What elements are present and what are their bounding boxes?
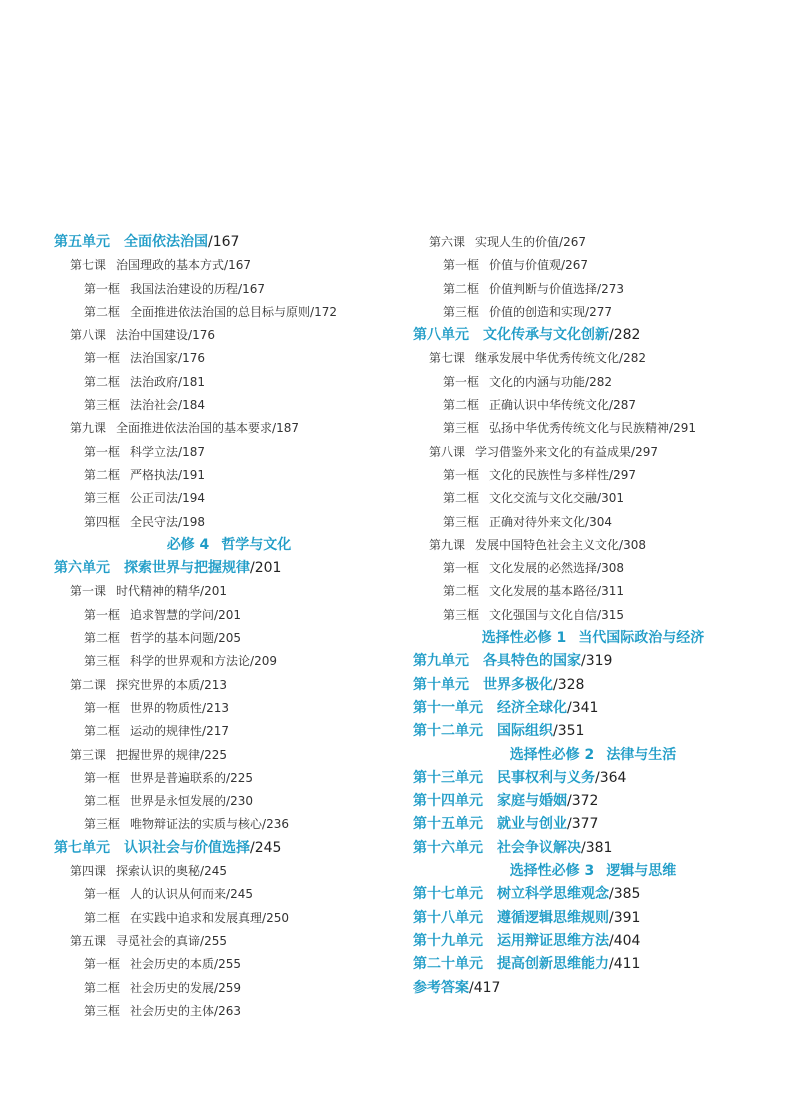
toc-entry-label: 第三框 (84, 654, 121, 669)
toc-frame[interactable] (54, 907, 404, 930)
toc-unit[interactable] (54, 837, 404, 860)
toc-entry-page: /301 (597, 491, 624, 506)
toc-entry-page: /267 (559, 235, 586, 249)
toc-entry-label: 第七课 (70, 258, 107, 273)
toc-frame[interactable] (54, 767, 404, 790)
toc-entry-title: 就业与创业 (497, 816, 567, 833)
toc-entry-page: /172 (310, 304, 337, 319)
toc-entry-label: 第九单元 (413, 653, 469, 670)
toc-entry-title: 民事权利与义务 (497, 769, 595, 786)
toc-lesson[interactable] (54, 930, 404, 953)
toc-entry-label: 选择性必修 3 (509, 863, 595, 880)
toc-entry-title: 文化交流与文化交融 (489, 491, 598, 506)
toc-entry-title: 追求智慧的学问 (130, 607, 215, 622)
toc-unit[interactable] (413, 720, 773, 743)
toc-entry-page: /245 (200, 864, 227, 879)
toc-entry-page: /341 (567, 699, 599, 716)
toc-entry-title: 社会历史的主体 (130, 1003, 215, 1018)
toc-frame[interactable] (413, 487, 773, 510)
toc-entry-title: 寻觅社会的真谛 (116, 933, 201, 948)
toc-lesson[interactable] (54, 324, 404, 347)
toc-entry-title: 社会历史的本质 (130, 957, 215, 972)
toc-frame[interactable] (54, 650, 404, 673)
toc-frame[interactable] (413, 417, 773, 440)
toc-entry-page: /167 (224, 258, 251, 273)
toc-entry-label: 必修 4 (166, 536, 210, 553)
toc-frame[interactable] (54, 697, 404, 720)
toc-entry-title: 探究世界的本质 (116, 677, 201, 692)
toc-entry-title: 法治政府 (130, 374, 179, 389)
toc-entry-page: /213 (200, 677, 227, 692)
toc-entry-title: 世界的物质性 (130, 700, 203, 715)
toc-entry-label: 第三框 (443, 607, 480, 622)
toc-entry-title: 全面推进依法治国的基本要求 (116, 421, 273, 436)
toc-heading[interactable] (54, 534, 404, 557)
toc-frame[interactable] (413, 604, 773, 627)
toc-entry-label: 第二框 (84, 631, 121, 646)
toc-frame[interactable] (54, 953, 404, 976)
toc-entry-title: 探索认识的奥秘 (116, 864, 201, 879)
toc-entry-title: 价值的创造和实现 (489, 304, 586, 319)
toc-left-column (54, 231, 404, 1023)
toc-unit[interactable] (413, 837, 773, 860)
toc-entry-page: /282 (619, 351, 646, 366)
toc-entry-page: /167 (238, 281, 265, 296)
toc-unit[interactable] (413, 650, 773, 673)
toc-entry-title: 运用辩证思维方法 (497, 932, 609, 949)
toc-entry-title: 文化的民族性与多样性 (489, 467, 610, 482)
toc-entry-label: 第三框 (443, 421, 480, 436)
toc-entry-page: /255 (200, 933, 227, 948)
toc-entry-page: /372 (567, 793, 599, 810)
toc-entry-title: 世界是永恒发展的 (130, 794, 227, 809)
toc-entry-label: 第一框 (443, 467, 480, 482)
toc-entry-title: 哲学的基本问题 (130, 631, 215, 646)
toc-entry-title: 文化发展的必然选择 (489, 561, 598, 576)
toc-unit[interactable] (413, 813, 773, 836)
toc-entry-page: /287 (609, 398, 636, 413)
toc-entry-page: /184 (178, 398, 205, 413)
toc-entry-label: 第九课 (429, 537, 466, 552)
toc-entry-label: 参考答案 (413, 979, 469, 996)
toc-right-column (413, 231, 773, 1000)
toc-entry-title: 严格执法 (130, 467, 179, 482)
toc-frame[interactable] (54, 347, 404, 370)
toc-frame[interactable] (54, 441, 404, 464)
toc-entry-label: 第十四单元 (413, 793, 483, 810)
toc-entry-label: 第八课 (70, 328, 107, 343)
toc-entry-page: /225 (226, 770, 253, 785)
toc-entry-label: 第一框 (443, 561, 480, 576)
toc-entry-label: 第六课 (429, 235, 466, 249)
toc-entry-page: /381 (581, 839, 613, 856)
toc-entry-page: /181 (178, 374, 205, 389)
toc-entry-page: /187 (272, 421, 299, 436)
toc-entry-page: /205 (214, 631, 241, 646)
toc-entry-title: 文化发展的基本路径 (489, 584, 598, 599)
toc-frame[interactable] (413, 371, 773, 394)
toc-entry-title: 哲学与文化 (221, 536, 292, 553)
toc-entry-title: 实现人生的价值 (475, 235, 560, 249)
toc-entry-page: /311 (597, 584, 624, 599)
toc-entry-title: 发展中国特色社会主义文化 (475, 537, 620, 552)
toc-entry-page: /217 (202, 724, 229, 739)
toc-frame[interactable] (54, 511, 404, 534)
toc-entry-label: 第七课 (429, 351, 466, 366)
toc-entry-label: 第二框 (84, 467, 121, 482)
toc-entry-title: 法律与生活 (606, 746, 677, 763)
toc-frame[interactable] (54, 301, 404, 324)
toc-unit[interactable] (413, 324, 773, 347)
toc-entry-label: 第三框 (84, 491, 121, 506)
toc-entry-title: 公正司法 (130, 491, 179, 506)
toc-frame[interactable] (54, 278, 404, 301)
toc-lesson[interactable] (54, 254, 404, 277)
toc-entry-title: 在实践中追求和发展真理 (130, 910, 263, 925)
toc-entry-page: /391 (609, 909, 641, 926)
toc-entry-label: 第八单元 (413, 327, 469, 344)
toc-entry-page: /308 (619, 537, 646, 552)
toc-entry-page: /385 (609, 886, 641, 903)
toc-entry-label: 第一框 (84, 444, 121, 459)
toc-entry-page: /209 (250, 654, 277, 669)
toc-entry-page: /225 (200, 747, 227, 762)
toc-entry-label: 第一框 (84, 351, 121, 366)
toc-frame[interactable] (54, 394, 404, 417)
toc-unit[interactable] (413, 767, 773, 790)
toc-entry-label: 选择性必修 2 (509, 746, 595, 763)
toc-entry-label: 第五单元 (54, 234, 110, 250)
toc-entry-page: /404 (609, 932, 641, 949)
toc-frame[interactable] (413, 301, 773, 324)
toc-frame[interactable] (413, 557, 773, 580)
toc-entry-title: 提高创新思维能力 (497, 956, 609, 973)
toc-entry-title: 治国理政的基本方式 (116, 258, 225, 273)
toc-lesson[interactable] (413, 231, 773, 254)
toc-frame[interactable] (413, 580, 773, 603)
toc-entry-label: 第十一单元 (413, 699, 483, 716)
toc-unit[interactable] (413, 674, 773, 697)
toc-entry-page: /245 (250, 839, 282, 856)
toc-frame[interactable] (54, 464, 404, 487)
toc-entry-label: 第二框 (443, 491, 480, 506)
toc-entry-label: 第三课 (70, 747, 107, 762)
toc-entry-label: 第十单元 (413, 676, 469, 693)
toc-lesson[interactable] (413, 441, 773, 464)
toc-entry-page: /377 (567, 816, 599, 833)
toc-unit[interactable] (413, 953, 773, 976)
toc-frame[interactable] (413, 254, 773, 277)
toc-entry-label: 第四课 (70, 864, 107, 879)
toc-entry-label: 第一框 (443, 258, 480, 273)
toc-entry-title: 逻辑与思维 (606, 863, 677, 880)
toc-entry-title: 社会历史的发展 (130, 980, 215, 995)
toc-frame[interactable] (413, 511, 773, 534)
toc-lesson[interactable] (413, 347, 773, 370)
toc-entry-page: /277 (585, 304, 612, 319)
toc-lesson[interactable] (54, 417, 404, 440)
toc-lesson[interactable] (413, 534, 773, 557)
toc-entry-label: 第一框 (84, 770, 121, 785)
toc-entry-label: 第二框 (84, 794, 121, 809)
toc-entry-page: /187 (178, 444, 205, 459)
toc-lesson[interactable] (54, 674, 404, 697)
toc-heading[interactable] (413, 627, 773, 650)
toc-entry-title: 认识社会与价值选择 (124, 839, 250, 856)
toc-lesson[interactable] (54, 580, 404, 603)
toc-entry-page: /282 (609, 327, 641, 344)
toc-entry-title: 经济全球化 (497, 699, 567, 716)
toc-entry-label: 第二十单元 (413, 956, 483, 973)
toc-entry-page: /351 (553, 723, 585, 740)
toc-entry-title: 世界是普遍联系的 (130, 770, 227, 785)
toc-entry-title: 法治中国建设 (116, 328, 189, 343)
toc-frame[interactable] (54, 627, 404, 650)
toc-entry-page: /250 (262, 910, 289, 925)
toc-unit[interactable] (413, 883, 773, 906)
toc-entry-title: 探索世界与把握规律 (124, 560, 250, 577)
toc-entry-label: 第六单元 (54, 560, 110, 577)
toc-entry-label: 第一课 (70, 584, 107, 599)
toc-unit[interactable] (54, 557, 404, 580)
toc-entry-label: 第十六单元 (413, 839, 483, 856)
toc-entry-label: 第十九单元 (413, 932, 483, 949)
toc-entry-title: 价值判断与价值选择 (489, 281, 598, 296)
toc-entry-page: /364 (595, 769, 627, 786)
toc-entry-page: /236 (262, 817, 289, 832)
toc-entry-label: 第十五单元 (413, 816, 483, 833)
toc-entry-label: 第十三单元 (413, 769, 483, 786)
toc-entry-title: 唯物辩证法的实质与核心 (130, 817, 263, 832)
toc-entry-page: /194 (178, 491, 205, 506)
toc-frame[interactable] (413, 278, 773, 301)
toc-entry-page: /267 (561, 258, 588, 273)
toc-entry-page: /304 (585, 514, 612, 529)
toc-entry-title: 树立科学思维观念 (497, 886, 609, 903)
toc-entry-page: /201 (214, 607, 241, 622)
toc-entry-label: 第五课 (70, 933, 107, 948)
toc-frame[interactable] (54, 1000, 404, 1023)
toc-entry-label: 第二框 (443, 398, 480, 413)
toc-entry-title: 各具特色的国家 (483, 653, 581, 670)
toc-entry-page: /245 (226, 887, 253, 902)
toc-entry-page: /411 (609, 956, 641, 973)
toc-entry-page: /230 (226, 794, 253, 809)
toc-entry-title: 科学的世界观和方法论 (130, 654, 251, 669)
toc-entry-title: 科学立法 (130, 444, 179, 459)
toc-entry-title: 学习借鉴外来文化的有益成果 (475, 444, 632, 459)
toc-entry-label: 第十二单元 (413, 723, 483, 740)
toc-entry-page: /297 (609, 467, 636, 482)
toc-entry-title: 正确认识中华传统文化 (489, 398, 610, 413)
toc-entry-page: /273 (597, 281, 624, 296)
toc-entry-title: 遵循逻辑思维规则 (497, 909, 609, 926)
toc-entry-page: /315 (597, 607, 624, 622)
toc-entry-label: 第一框 (443, 374, 480, 389)
toc-entry-title: 运动的规律性 (130, 724, 203, 739)
toc-entry-page: /417 (469, 979, 501, 996)
toc-entry-label: 第二框 (84, 374, 121, 389)
toc-frame[interactable] (54, 883, 404, 906)
toc-entry-title: 法治社会 (130, 398, 179, 413)
toc-frame[interactable] (54, 790, 404, 813)
toc-entry-page: /291 (669, 421, 696, 436)
toc-entry-label: 第二课 (70, 677, 107, 692)
toc-entry-label: 第一框 (84, 887, 121, 902)
toc-entry-label: 第二框 (84, 304, 121, 319)
toc-entry-label: 第四框 (84, 514, 121, 529)
toc-entry-page: /263 (214, 1003, 241, 1018)
toc-lesson[interactable] (54, 744, 404, 767)
toc-frame[interactable] (413, 464, 773, 487)
toc-entry-label: 选择性必修 1 (481, 630, 567, 647)
toc-entry-title: 全民守法 (130, 514, 179, 529)
toc-entry-title: 世界多极化 (483, 676, 553, 693)
toc-entry-title: 文化传承与文化创新 (483, 327, 609, 344)
toc-frame[interactable] (54, 371, 404, 394)
toc-entry-page: /213 (202, 700, 229, 715)
toc-entry-label: 第八课 (429, 444, 466, 459)
toc-entry-label: 第二框 (443, 281, 480, 296)
toc-entry-label: 第三框 (443, 304, 480, 319)
toc-entry-label: 第三框 (443, 514, 480, 529)
toc-entry-page: /176 (188, 328, 215, 343)
toc-heading[interactable] (413, 860, 773, 883)
toc-entry-title: 时代精神的精华 (116, 584, 201, 599)
toc-frame[interactable] (54, 487, 404, 510)
toc-unit[interactable] (413, 907, 773, 930)
toc-entry-title: 正确对待外来文化 (489, 514, 586, 529)
toc-entry-label: 第二框 (443, 584, 480, 599)
toc-entry-label: 第一框 (84, 607, 121, 622)
toc-entry-title: 我国法治建设的历程 (130, 281, 239, 296)
toc-entry-page: /198 (178, 514, 205, 529)
toc-entry-label: 第十七单元 (413, 886, 483, 903)
toc-entry-title: 社会争议解决 (497, 839, 581, 856)
toc-frame[interactable] (54, 604, 404, 627)
toc-entry-title: 价值与价值观 (489, 258, 562, 273)
toc-entry-page: /328 (553, 676, 585, 693)
toc-entry-title: 当代国际政治与经济 (578, 630, 705, 647)
toc-entry-page: /319 (581, 653, 613, 670)
toc-entry-label: 第二框 (84, 980, 121, 995)
toc-unit[interactable] (413, 930, 773, 953)
toc-entry-title: 文化强国与文化自信 (489, 607, 598, 622)
toc-unit[interactable] (413, 790, 773, 813)
toc-entry-page: /201 (200, 584, 227, 599)
toc-entry-label: 第一框 (84, 700, 121, 715)
toc-entry-page: /297 (631, 444, 658, 459)
toc-entry-label: 第二框 (84, 724, 121, 739)
toc-entry-label: 第七单元 (54, 839, 110, 856)
toc-entry-title: 全面依法治国 (124, 234, 208, 250)
toc-entry-page: /191 (178, 467, 205, 482)
toc-entry-title: 把握世界的规律 (116, 747, 201, 762)
toc-entry-title: 弘扬中华优秀传统文化与民族精神 (489, 421, 670, 436)
toc-entry-title: 法治国家 (130, 351, 179, 366)
toc-entry-title: 继承发展中华优秀传统文化 (475, 351, 620, 366)
toc-entry-page: /255 (214, 957, 241, 972)
toc-entry-label: 第二框 (84, 910, 121, 925)
toc-frame[interactable] (54, 977, 404, 1000)
toc-unit[interactable] (54, 231, 404, 254)
toc-frame[interactable] (54, 720, 404, 743)
toc-frame[interactable] (413, 394, 773, 417)
toc-answers[interactable] (413, 977, 773, 1000)
toc-entry-page: /201 (250, 560, 282, 577)
toc-entry-title: 国际组织 (497, 723, 553, 740)
toc-entry-title: 文化的内涵与功能 (489, 374, 586, 389)
toc-heading[interactable] (413, 744, 773, 767)
toc-entry-label: 第一框 (84, 281, 121, 296)
toc-frame[interactable] (54, 813, 404, 836)
toc-entry-label: 第十八单元 (413, 909, 483, 926)
toc-entry-page: /259 (214, 980, 241, 995)
toc-entry-label: 第三框 (84, 1003, 121, 1018)
toc-entry-label: 第九课 (70, 421, 107, 436)
toc-unit[interactable] (413, 697, 773, 720)
toc-lesson[interactable] (54, 860, 404, 883)
toc-entry-title: 人的认识从何而来 (130, 887, 227, 902)
toc-entry-page: /282 (585, 374, 612, 389)
toc-entry-page: /176 (178, 351, 205, 366)
toc-entry-label: 第三框 (84, 817, 121, 832)
toc-entry-label: 第三框 (84, 398, 121, 413)
toc-entry-page: /308 (597, 561, 624, 576)
toc-entry-page: /167 (208, 234, 240, 250)
toc-entry-label: 第一框 (84, 957, 121, 972)
toc-entry-title: 家庭与婚姻 (497, 793, 567, 810)
toc-entry-title: 全面推进依法治国的总目标与原则 (130, 304, 311, 319)
